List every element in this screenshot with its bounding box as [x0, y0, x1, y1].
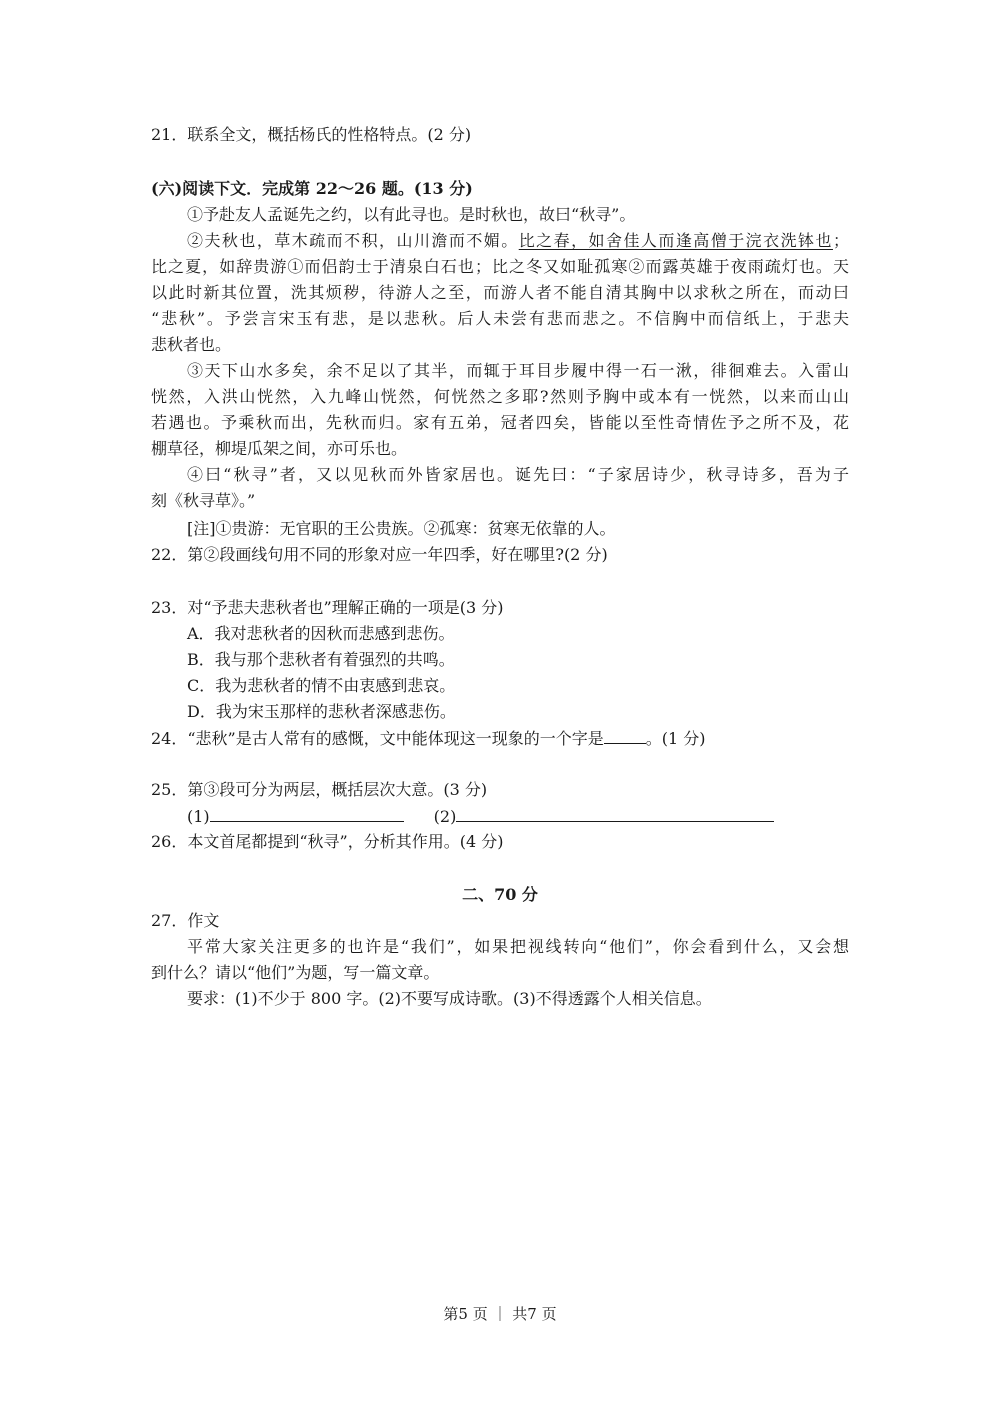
passage-paragraph-2-line-3: 以此时新其位置，洗其烦秽，待游人之至，而游人者不能自清其胸中以求秋之所在，而动曰: [151, 283, 849, 302]
underlined-sentence: 比之春，如舍佳人而逢高僧于浣衣洗钵也: [518, 231, 833, 250]
passage-paragraph-3-line-4: 棚草径，柳堤瓜架之间，亦可乐也。: [151, 439, 408, 458]
option-b: B．我与那个悲秋者有着强烈的共鸣。: [187, 650, 455, 669]
passage-paragraph-2-line-4: “悲秋”。予尝言宋玉有悲，是以悲秋。后人未尝有悲而悲之。不信胸中而信纸上，于悲夫: [151, 309, 849, 328]
option-c: C．我为悲秋者的情不由衷感到悲哀。: [187, 676, 456, 695]
passage-paragraph-2-line-2: 比之夏，如辞贵游①而侣韵士于清泉白石也；比之冬又如耻孤寒②而露英雄于夜雨疏灯也。天: [151, 257, 849, 276]
question-22: 22．第②段画线句用不同的形象对应一年四季，好在哪里?(2 分): [151, 545, 608, 564]
question-26: 26．本文首尾都提到“秋寻”，分析其作用。(4 分): [151, 832, 504, 851]
question-25-answers: (1) (2): [187, 805, 774, 828]
passage-paragraph-3-line-3: 若遇也。予乘秋而出，先秋而归。家有五弟，冠者四矣，皆能以至性奇情佐予之所不及，花: [151, 413, 849, 432]
essay-requirements: 要求：(1)不少于 800 字。(2)不要写成诗歌。(3)不得透露个人相关信息。: [187, 989, 712, 1008]
part-2-heading: 二、70 分: [462, 885, 538, 904]
page-footer: 第5 页 ｜ 共7 页: [443, 1305, 557, 1323]
essay-prompt-line-2: 到什么？请以“他们”为题，写一篇文章。: [151, 963, 440, 982]
passage-paragraph-4-line-1: ④曰“秋寻”者，又以见秋而外皆家居也。诞先曰：“子家居诗少，秋寻诗多，吾为子: [187, 465, 849, 484]
essay-prompt-line-1: 平常大家关注更多的也许是“我们”，如果把视线转向“他们”，你会看到什么，又会想: [187, 937, 849, 956]
section-6-heading: (六)阅读下文．完成第 22～26 题。(13 分): [151, 179, 473, 198]
passage-paragraph-4-line-2: 刻《秋寻草》。”: [151, 491, 256, 510]
question-24: 24．“悲秋”是古人常有的感慨，文中能体现这一现象的一个字是 。(1 分): [151, 729, 706, 748]
question-27-label: 27．作文: [151, 911, 220, 930]
option-d: D．我为宋玉那样的悲秋者深感悲伤。: [187, 702, 456, 721]
answer-blank-1[interactable]: [210, 805, 404, 822]
passage-paragraph-2-line-5: 悲秋者也。: [151, 335, 232, 354]
answer-blank-2[interactable]: [456, 805, 774, 822]
passage-paragraph-3-line-2: 恍然，入洪山恍然，入九峰山恍然，何恍然之多耶?然则予胸中或本有一恍然，以来而山山: [151, 387, 849, 406]
question-23-stem: 23．对“予悲夫悲秋者也”理解正确的一项是(3 分): [151, 598, 504, 617]
answer-blank[interactable]: [604, 727, 646, 744]
passage-note: [注]①贵游：无官职的王公贵族。②孤寒：贫寒无依靠的人。: [187, 519, 616, 538]
option-a: A．我对悲秋者的因秋而悲感到悲伤。: [187, 624, 455, 643]
passage-paragraph-2-line-1: ②夫秋也，草木疏而不积，山川澹而不媚。比之春，如舍佳人而逢高僧于浣衣洗钵也；: [187, 231, 849, 250]
question-21: 21．联系全文，概括杨氏的性格特点。(2 分): [151, 125, 472, 144]
passage-paragraph-1: ①予赴友人孟诞先之约，以有此寻也。是时秋也，故曰“秋寻”。: [187, 205, 636, 224]
question-25-stem: 25．第③段可分为两层，概括层次大意。(3 分): [151, 780, 488, 799]
passage-paragraph-3-line-1: ③天下山水多矣，余不足以了其半，而辄于耳目步履中得一石一湫，徘徊难去。入雷山: [187, 361, 849, 380]
